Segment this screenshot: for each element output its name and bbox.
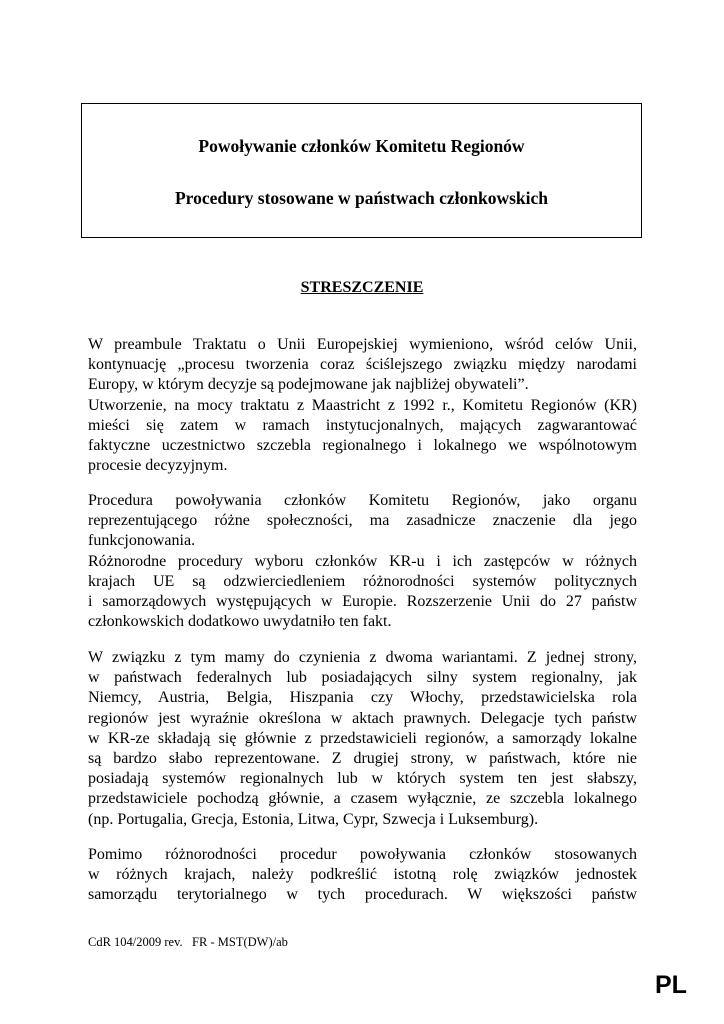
paragraph-3 xyxy=(88,648,637,830)
document-title: Powoływanie członków Komitetu Regionów xyxy=(198,136,525,156)
text-line: regionów jest wyraźnie określona w aktach prawnych. Delegacje tych państw xyxy=(88,709,637,727)
text-line: funkcjonowania. xyxy=(88,532,196,550)
text-line: Pomimo różnorodności procedur powoływania członków stosowanych xyxy=(88,846,637,863)
text-line: Różnorodne procedury wyboru członków KR-u i ich zastępców w różnych xyxy=(88,552,637,570)
text-line: i samorządowych występujących w Europie. Rozszerzenie Unii do 27 państw xyxy=(88,592,637,610)
document-footer: CdR 104/2009 rev. FR - MST(DW)/ab xyxy=(88,935,288,949)
text-line: członkowskich dodatkowo uwydatniło ten fakt. xyxy=(88,613,392,631)
text-line: W związku z tym mamy do czynienia z dwoma wariantami. Z jednej strony, xyxy=(88,649,637,666)
text-line: samorządu terytorialnego w tych procedurach. W większości państw xyxy=(88,886,637,904)
summary-heading: STRESZCZENIE xyxy=(300,279,424,296)
text-line: Utworzenie, na mocy traktatu z Maastricht z 1992 r., Komitetu Regionów (KR) xyxy=(88,396,637,414)
text-line: są bardzo słabo reprezentowane. Z drugiej strony, w państwach, które nie xyxy=(88,749,637,767)
text-line: Europy, w którym decyzje są podejmowane jak najbliżej obywateli”. xyxy=(88,376,529,394)
text-line: W preambule Traktatu o Unii Europejskiej wymieniono, wśród celów Unii, xyxy=(88,336,637,353)
text-line: przedstawiciele pochodzą głównie, a czasem wyłącznie, ze szczebla lokalnego xyxy=(88,790,637,808)
text-line: w państwach federalnych lub posiadających silny system regionalny, jak xyxy=(88,669,637,687)
paragraph-2 xyxy=(88,491,637,632)
text-line: posiadają systemów regionalnych lub w których system ten jest słabszy, xyxy=(88,770,637,788)
text-line: procesie decyzyjnym. xyxy=(88,457,228,475)
text-line: krajach UE są odzwierciedleniem różnorodności systemów politycznych xyxy=(88,572,637,590)
text-line: reprezentującego różne społeczności, ma zasadnicze znaczenie dla jego xyxy=(88,512,637,530)
document-subtitle: Procedury stosowane w państwach członkowskich xyxy=(174,188,549,208)
text-line: Niemcy, Austria, Belgia, Hiszpania czy Włochy, przedstawicielska rola xyxy=(88,689,637,707)
paragraph-4 xyxy=(88,845,637,906)
paragraph-1 xyxy=(88,335,637,476)
text-line: mieści się zatem w ramach instytucjonalnych, mających zagwarantować xyxy=(88,416,637,434)
text-line: kontynuację „procesu tworzenia coraz ściślejszego związku między narodami xyxy=(88,356,637,374)
text-line: Procedura powoływania członków Komitetu Regionów, jako organu xyxy=(88,492,637,509)
title-box xyxy=(81,103,642,238)
language-code: PL xyxy=(655,971,687,999)
text-line: w KR-ze składają się głównie z przedstawicieli regionów, a samorządy lokalne xyxy=(88,729,637,747)
text-line: faktyczne uczestnictwo szczebla regionalnego i lokalnego we wspólnotowym xyxy=(88,436,637,454)
text-line: w różnych krajach, należy podkreślić istotną rolę związków jednostek xyxy=(88,866,637,884)
text-line: (np. Portugalia, Grecja, Estonia, Litwa, Cypr, Szwecja i Luksemburg). xyxy=(88,810,539,828)
